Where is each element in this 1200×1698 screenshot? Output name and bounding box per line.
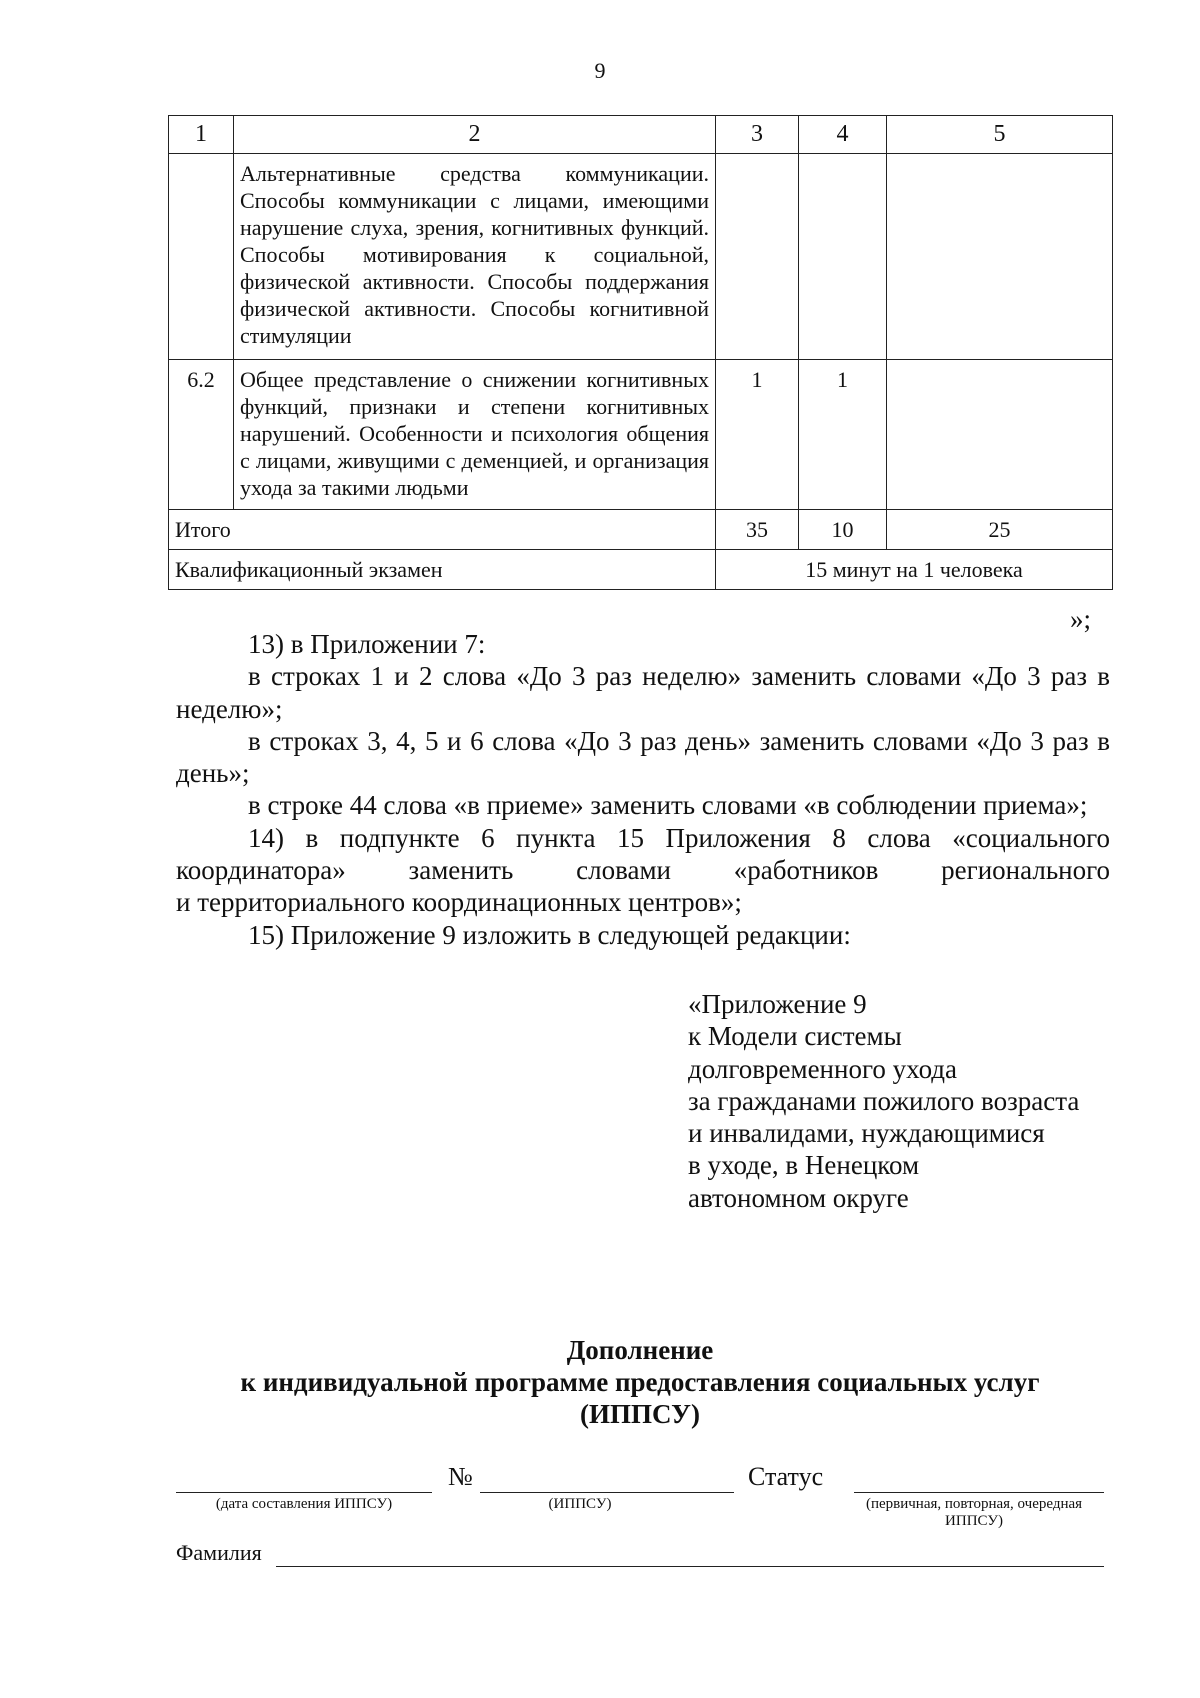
header-cell: 3 [716, 116, 799, 154]
ippsu-header-form [176, 1462, 1110, 1529]
surname-field[interactable] [276, 1536, 1104, 1567]
table-header-row [169, 116, 1113, 154]
row-topic: Общее представление о снижении когнитивных функций, признаки и степени когнитивных нарушений. Особенности и психология общения с лицами, живущими с деменцией, и организация ухода за такими людьми [234, 360, 716, 510]
date-field[interactable] [176, 1462, 432, 1493]
status-field[interactable] [854, 1462, 1104, 1493]
appendix-line: за гражданами пожилого возраста [688, 1085, 1080, 1116]
number-hint: (ИППСУ) [548, 1496, 612, 1512]
header-cell: 5 [887, 116, 1113, 154]
total-theory: 10 [799, 510, 887, 550]
appendix-line: «Приложение 9 [688, 989, 867, 1019]
row-number [169, 154, 234, 360]
appendix-line: к Модели системы [688, 1021, 902, 1052]
total-label: Итого [169, 510, 716, 550]
exam-label: Квалификационный экзамен [169, 550, 716, 590]
total-hours: 35 [716, 510, 799, 550]
appendix-line: и инвалидами, нуждающимися [688, 1118, 1045, 1149]
surname-row [176, 1536, 1110, 1576]
paragraph: 14) в подпункте 6 пункта 15 Приложения 8 слова «социального координатора» заменить словами «работников регионального [176, 822, 1110, 886]
row-hours-theory [799, 154, 887, 360]
header-cell: 1 [169, 116, 234, 154]
row-number: 6.2 [169, 360, 234, 510]
appendix-line: автономном округе [688, 1182, 909, 1213]
row-hours-practice [887, 360, 1113, 510]
status-hint: (первичная, повторная, очередная ИППСУ) [865, 1496, 1083, 1529]
row-hours-total: 1 [716, 360, 799, 510]
paragraph: в строке 44 слова «в приеме» заменить словами «в соблюдении приема»; [248, 790, 1088, 821]
table-row [169, 154, 1113, 360]
supplement-title-line: Дополнение [566, 1335, 714, 1365]
header-cell: 4 [799, 116, 887, 154]
paragraph: в строках 3, 4, 5 и 6 слова «До 3 раз день» заменить словами «До 3 раз в день»; [176, 725, 1110, 789]
supplement-title-line: к индивидуальной программе предоставления социальных услуг [240, 1367, 1040, 1397]
supplement-title-line: (ИППСУ) [580, 1399, 700, 1429]
table-row [169, 360, 1113, 510]
status-label: Статус [748, 1462, 824, 1491]
appendix-line: долговременного ухода [688, 1053, 958, 1084]
page-number: 9 [594, 58, 606, 83]
course-table [168, 115, 1113, 590]
total-practice: 25 [887, 510, 1113, 550]
row-hours-theory: 1 [799, 360, 887, 510]
surname-label: Фамилия [176, 1540, 262, 1565]
closing-quote: »; [1070, 604, 1092, 634]
header-cell: 2 [234, 116, 716, 154]
paragraph: и территориального координационных центров»; [176, 887, 742, 918]
appendix-reference [688, 988, 1079, 1214]
row-hours-total [716, 154, 799, 360]
paragraph: 13) в Приложении 7: [248, 629, 486, 659]
exam-row [169, 550, 1113, 590]
supplement-title [168, 1334, 1112, 1430]
row-topic: Альтернативные средства коммуникации. Способы коммуникации с лицами, имеющими нарушение слуха, зрения, когнитивных функций. Способы мотивирования к социальной, физической активности. Способы поддержания физической активности. Способы когнитивной стимуляции [234, 154, 716, 360]
row-hours-practice [887, 154, 1113, 360]
number-label: № [448, 1462, 473, 1491]
appendix-line: в уходе, в Ненецком [688, 1150, 920, 1181]
paragraph: 15) Приложение 9 изложить в следующей редакции: [248, 919, 851, 950]
number-field[interactable] [480, 1462, 734, 1493]
total-row [169, 510, 1113, 550]
paragraph: в строках 1 и 2 слова «До 3 раз неделю» заменить словами «До 3 раз в неделю»; [176, 661, 1110, 724]
exam-duration: 15 минут на 1 человека [716, 550, 1113, 590]
date-hint: (дата составления ИППСУ) [215, 1496, 393, 1512]
amendment-text [176, 628, 1110, 951]
